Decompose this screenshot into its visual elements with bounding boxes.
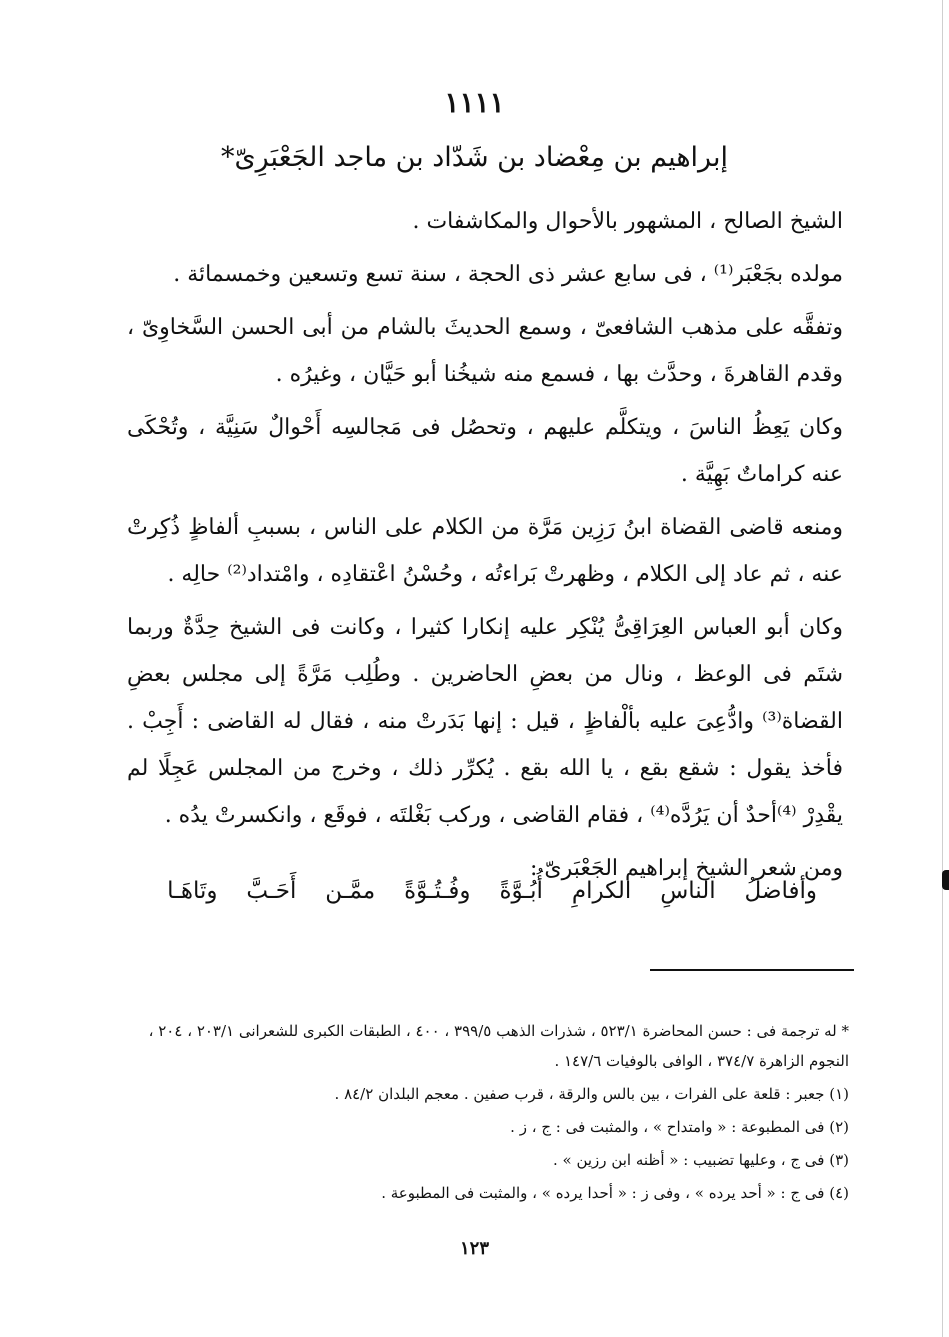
verse-word: الناسِ xyxy=(660,878,716,904)
paragraph: وتفقَّه على مذهب الشافعىّ ، وسمع الحديثَ بالشام من أبى الحسن السَّخاوِىّ ، وقدم القاهرةَ ، وحدَّث بها ، فسمع منه شيخُنا أبو حَيَّان ، وغيرُه . xyxy=(127,315,843,387)
margin-mark xyxy=(942,870,949,890)
paragraph: ومنعه قاضى القضاة ابنُ رَزِين مَرَّة من الكلام على الناس ، بسببِ ألفاظٍ ذُكِرتْ عنه ، ثم عاد إلى الكلام ، وظهرتْ بَراءتُه ، وحُسْنُ اعْتقادِه ، وامْتداد⁽²⁾ حالِه . xyxy=(127,515,843,587)
verse-word: وفُـتُـوَّةً xyxy=(404,878,471,904)
verse-word: وأفاضلُ xyxy=(744,878,817,904)
verse-word: ممَّـن xyxy=(325,878,376,904)
footnote-divider xyxy=(650,969,854,971)
verse-word: وتَاهَـا xyxy=(167,878,218,904)
footnote: * له ترجمة فى : حسن المحاضرة ٥٢٣/١ ، شذرات الذهب ٣٩٩/٥ ، ٤٠٠ ، الطبقات الكبرى للشعرانى ٢٠٣/١ ، ٢٠٤ ، النجوم الزاهرة ٣٧٤/٧ ، الوافى بالوفيات ١٤٧/٦ . xyxy=(148,1022,849,1070)
footnote: (١) جعبر : قلعة على الفرات ، بين بالس والرقة ، قرب صفين . معجم البلدان ٨٤/٢ . xyxy=(334,1085,849,1103)
paragraph: وكان أبو العباس العِرَاقِىُّ يُنْكِر عليه إنكارا كثيرا ، وكانت فى الشيخ حِدَّةٌ وربما شتَم فى الوعظ ، ونال من بعضِ الحاضرين . وطُلِب مَرَّةً إلى مجلس بعضِ القضاة⁽³⁾ وادُّعِىَ عليه بألْفاظٍ ، قيل : إنها بَدَرتْ منه ، فقال له القاضى : أَجِبْ . فأخذ يقول : شقع بقع ، يا الله بقع . يُكرِّر ذلك ، وخرج من المجلس عَجِلًا لم يقْدِرْ ⁽⁴⁾أحدٌ أن يَرُدَّه⁽⁴⁾ ، فقام القاضى ، وركب بَغْلتَه ، فوقَع ، وانكسرتْ يدُه . xyxy=(127,615,843,828)
paragraph: مولده بجَعْبَر⁽¹⁾ ، فى سابع عشر ذى الحجة ، سنة تسع وتسعين وخمسمائة . xyxy=(173,262,843,287)
entry-title: إبراهيم بن مِعْضاد بن شَدّاد بن ماجد الجَعْبَرِىّ* xyxy=(221,142,728,173)
footnote: (٤) فى ج : « أحد يرده » ، وفى ز : « أحدا يرده » ، والمثبت فى المطبوعة . xyxy=(381,1184,849,1202)
page-edge-line xyxy=(942,0,943,1337)
verse-word: أَحَـبَّ xyxy=(246,878,297,904)
paragraph: وكان يَعِظُ الناسَ ، ويتكلَّم عليهم ، وتحصُل فى مَجالسِه أَحْوالٌ سَنِيَّة ، وتُحْكَى عنه كراماتٌ بَهِيَّة . xyxy=(127,415,843,487)
paragraph: ومن شعر الشيخ إبراهيم الجَعْبَرىّ : xyxy=(530,856,843,881)
verse-word: أُبُـوَّةً xyxy=(499,878,543,904)
page-number: ١٢٣ xyxy=(459,1238,489,1259)
entry-number: ١١١١ xyxy=(444,86,505,119)
footnote: (٢) فى المطبوعة : « وامتداح » ، والمثبت فى : ج ، ز . xyxy=(510,1118,849,1136)
paragraph: الشيخ الصالح ، المشهور بالأحوال والمكاشفات . xyxy=(412,209,843,234)
footnotes xyxy=(137,1016,849,1211)
verse-word: الكرامِ xyxy=(571,878,632,904)
footnote: (٣) فى ج ، وعليها تضبيب : « أظنه ابن رزين » . xyxy=(552,1151,849,1169)
body-text xyxy=(127,198,843,898)
poem-verse xyxy=(167,878,817,904)
